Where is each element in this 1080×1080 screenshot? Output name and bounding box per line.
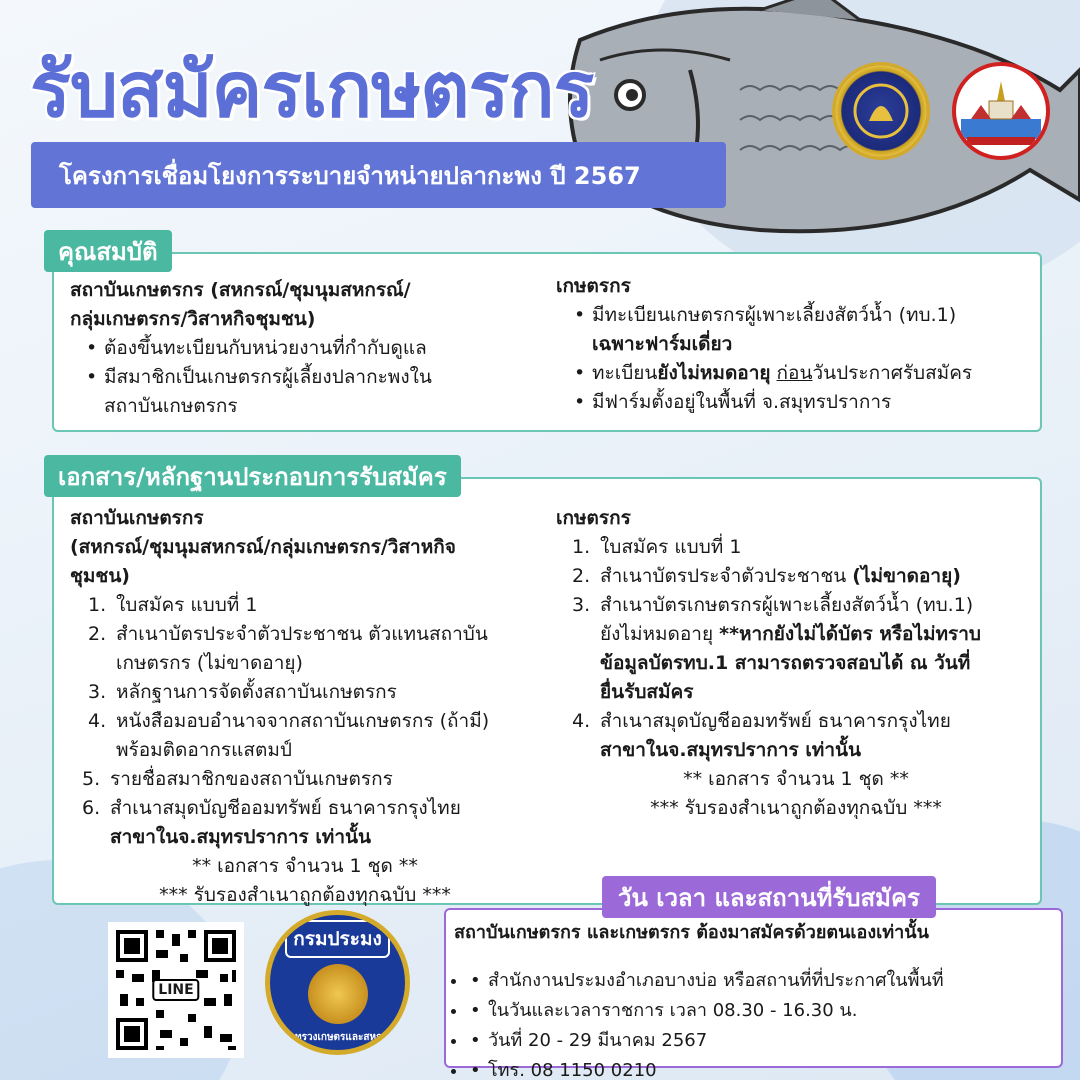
list-item: • มีสมาชิกเป็นเกษตรกรผู้เลี้ยงปลากะพงใน [84,363,540,392]
item-text: พร้อมติดอากรแสตมป์ [116,739,292,761]
qualifications-tag: คุณสมบัติ [44,230,172,272]
doc-inst-note-1: ** เอกสาร จำนวน 1 ชุด ** [192,855,418,877]
coop-logo-top-text: กรมประมง [285,920,390,958]
farmer-heading: เกษตรกร [556,275,631,297]
item-text: เกษตรกร (ไม่ขาดอายุ) [116,652,303,674]
subtitle-banner [31,142,726,208]
documents-institution [70,504,540,910]
doc-farmer-note-2: *** รับรองสำเนาถูกต้องทุกฉบับ *** [650,797,942,819]
temple-emblem-icon [961,71,1041,151]
department-of-fisheries-logo [265,910,410,1055]
item-number: 4. [88,710,107,732]
list-item: • • ในวันและเวลาราชการ เวลา 08.30 - 16.30 น. [468,996,1054,1026]
item-text-bold: **หากยังไม่ได้บัตร หรือไม่ทราบ [719,623,981,645]
item-text-bold: สาขาในจ.สมุทรปราการ เท่านั้น [110,826,371,848]
line-label: LINE [152,979,199,1001]
list-item [572,562,1036,591]
doc-inst-heading-1: สถาบันเกษตรกร [70,507,204,529]
item-text-bold: (ไม่ขาดอายุ) [852,565,961,587]
list-item [88,591,540,620]
item-text-bold: ข้อมูลบัตรทบ.1 สามารถตรวจสอบได้ ณ วันที่ [600,652,971,674]
doc-inst-heading-2: (สหกรณ์/ชุมนุมสหกรณ์/กลุ่มเกษตรกร/วิสาหกิจ [70,536,456,558]
when-heading: สถาบันเกษตรกร และเกษตรกร ต้องมาสมัครด้วยตนเองเท่านั้น [454,922,929,943]
item-text: ทะเบียน [592,362,658,384]
institution-heading-line-1: สถาบันเกษตรกร (สหกรณ์/ชุมนุมสหกรณ์/ [70,279,411,301]
item-number: 4. [572,710,591,732]
seal-emblem-icon [851,81,911,141]
item-text-underline: ก่อน [776,362,813,384]
item-text-bold: สาขาในจ.สมุทรปราการ เท่านั้น [600,739,861,761]
province-logo [952,62,1050,160]
list-item [572,591,1036,707]
list-item [572,533,1036,562]
item-number: 2. [88,623,107,645]
item-number: 6. [82,797,101,819]
subtitle-text: โครงการเชื่อมโยงการระบายจำหน่ายปลากะพง ปี 2567 [59,161,641,190]
doc-inst-note-2: *** รับรองสำเนาถูกต้องทุกฉบับ *** [159,884,451,906]
when-where-content [454,918,1054,1080]
item-text: สำเนาสมุดบัญชีออมทรัพย์ ธนาคารกรุงไทย [600,710,951,732]
item-text-bold: เฉพาะฟาร์มเดี่ยว [592,333,733,355]
item-text: ยังไม่หมดอายุ [600,623,720,645]
doc-farmer-heading: เกษตรกร [556,507,631,529]
list-item [572,707,1036,765]
doc-farmer-note-1: ** เอกสาร จำนวน 1 ชุด ** [683,768,909,790]
list-item: • • สำนักงานประมงอำเภอบางบ่อ หรือสถานที่ที่ประกาศในพื้นที่ [468,966,1054,996]
item-text-bold: ยื่นรับสมัคร [600,681,694,703]
item-text: หนังสือมอบอำนาจจากสถาบันเกษตรกร (ถ้ามี) [116,710,490,732]
item-text-bold: ยังไม่หมดอายุ [657,362,771,384]
item-number: 5. [82,768,101,790]
list-item: • • โทร. 08 1150 0210 [468,1056,1054,1080]
item-text: รายชื่อสมาชิกของสถาบันเกษตรกร [110,768,393,790]
item-text: ใบสมัคร แบบที่ 1 [600,536,742,558]
list-item: • มีฟาร์มตั้งอยู่ในพื้นที่ จ.สมุทรปราการ [572,388,1036,417]
when-where-tag: วัน เวลา และสถานที่รับสมัคร [602,876,936,918]
qualifications-farmer [556,272,1036,417]
item-number: 1. [572,536,591,558]
deity-emblem-icon [308,964,368,1024]
institution-heading-line-2: กลุ่มเกษตรกร/วิสาหกิจชุมชน) [70,308,316,330]
page-title: รับสมัครเกษตรกร [30,45,594,134]
list-item: • • วันที่ 20 - 29 มีนาคม 2567 [468,1026,1054,1056]
doc-inst-heading-3: ชุมชน) [70,565,130,587]
list-item [572,359,1036,388]
item-text: วันประกาศรับสมัคร [812,362,973,384]
list-item: • ต้องขึ้นทะเบียนกับหน่วยงานที่กำกับดูแล [84,334,540,363]
list-item [572,301,1036,359]
fisheries-seal-logo [832,62,930,160]
documents-tag: เอกสาร/หลักฐานประกอบการรับสมัคร [44,455,461,497]
item-text: มีทะเบียนเกษตรกรผู้เพาะเลี้ยงสัตว์น้ำ (ทบ.1) [592,304,957,326]
list-item [82,794,540,852]
item-text: สำเนาสมุดบัญชีออมทรัพย์ ธนาคารกรุงไทย [110,797,461,819]
list-item [88,620,540,678]
line-qr-code[interactable] [108,922,244,1058]
list-item [82,765,540,794]
documents-farmer [556,504,1036,823]
item-number: 2. [572,565,591,587]
item-number: 1. [88,594,107,616]
qualifications-institution [70,276,540,421]
list-item [88,707,540,765]
item-text: สำเนาบัตรประจำตัวประชาชน ตัวแทนสถาบัน [116,623,488,645]
item-text: สำเนาบัตรเกษตรกรผู้เพาะเลี้ยงสัตว์น้ำ (ทบ.1) [600,594,974,616]
list-item-continuation: สถาบันเกษตรกร [104,395,238,417]
coop-logo-bottom-text: กระทรวงเกษตรและสหกรณ์ [278,1032,397,1043]
item-text: หลักฐานการจัดตั้งสถาบันเกษตรกร [116,681,397,703]
item-text: สำเนาบัตรประจำตัวประชาชน [600,565,853,587]
item-number: 3. [88,681,107,703]
list-item [88,678,540,707]
item-number: 3. [572,594,591,616]
item-text: ใบสมัคร แบบที่ 1 [116,594,258,616]
